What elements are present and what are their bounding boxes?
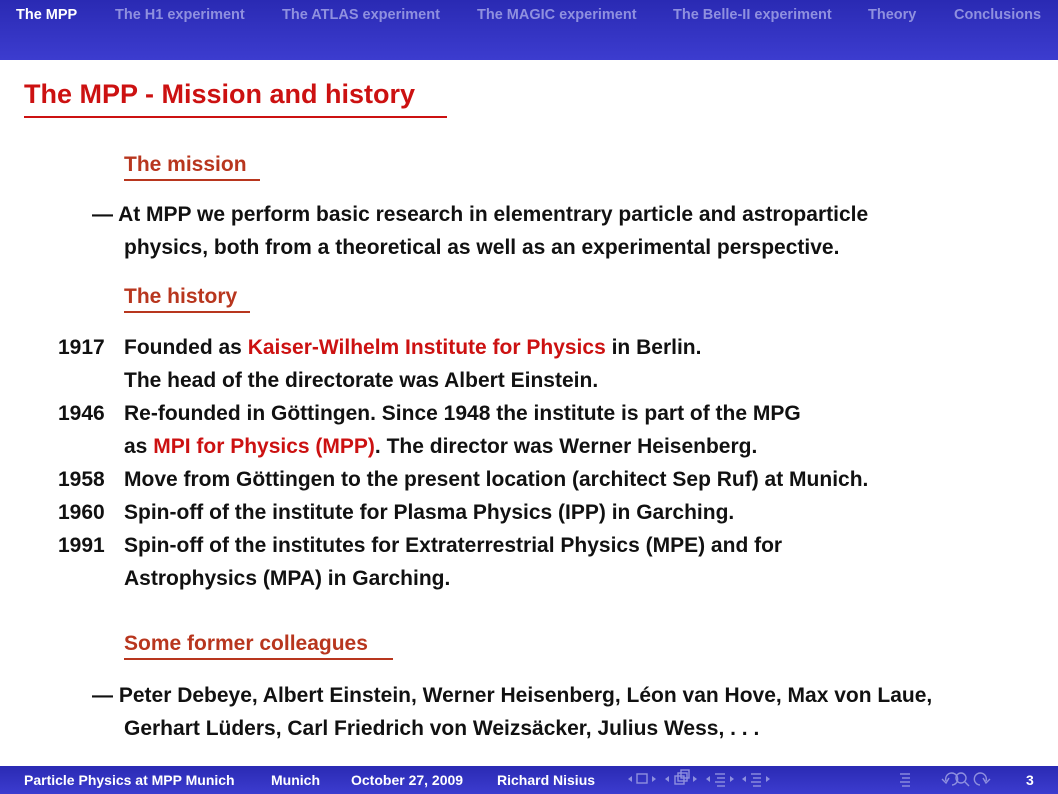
slide-title: The MPP - Mission and history: [24, 79, 416, 109]
tab-theory[interactable]: Theory: [868, 7, 917, 23]
toc-icon[interactable]: [751, 774, 761, 786]
history-1991-line-2: Astrophysics (MPA) in Garching.: [124, 567, 451, 590]
history-1946-line-2: [124, 435, 757, 459]
title-underline: [24, 116, 447, 118]
frame-next-icon[interactable]: [652, 776, 656, 782]
colleagues-text-1: Peter Debeye, Albert Einstein, Werner Heisenberg, Léon van Hove, Max von Laue,: [118, 684, 933, 707]
subsection-next-icon[interactable]: [693, 776, 697, 782]
colleagues-line-2: Gerhart Lüders, Carl Friedrich von Weizsäcker, Julius Wess, . . .: [124, 717, 760, 740]
mission-line-2: physics, both from a theoretical as well as an experimental perspective.: [124, 236, 840, 259]
history-year-1958: 1958: [58, 468, 105, 491]
history-1917-text: Founded as: [124, 336, 248, 359]
tab-belle-ii-experiment[interactable]: The Belle-II experiment: [673, 7, 832, 23]
toc-prev-icon[interactable]: [742, 776, 746, 782]
history-year-1917: 1917: [58, 336, 105, 359]
colleagues-heading-underline: [124, 658, 393, 660]
history-1960-line-1: Spin-off of the institute for Plasma Physics (IPP) in Garching.: [124, 501, 735, 524]
colleagues-heading: Some former colleagues: [124, 632, 368, 655]
footer-talk-title: Particle Physics at MPP Munich: [24, 772, 235, 788]
colleagues-bullet: —: [92, 684, 113, 707]
mission-text-1: At MPP we perform basic research in elementrary particle and astroparticle: [118, 203, 869, 226]
subsection-prev-icon[interactable]: [665, 776, 669, 782]
section-icon[interactable]: [715, 774, 725, 786]
history-1917-text-end: in Berlin.: [605, 336, 702, 359]
frame-prev-icon[interactable]: [628, 776, 632, 782]
history-1917-line-2: The head of the directorate was Albert Einstein.: [124, 369, 599, 392]
history-heading: The history: [124, 285, 238, 308]
history-1946-text: as: [124, 435, 154, 458]
history-heading-underline: [124, 311, 250, 313]
footer-place: Munich: [271, 772, 320, 788]
history-year-1946: 1946: [58, 402, 105, 425]
footer-author: Richard Nisius: [497, 772, 596, 788]
history-1991-line-1: Spin-off of the institutes for Extraterrestrial Physics (MPE) and for: [124, 534, 783, 557]
tab-the-mpp[interactable]: The MPP: [16, 7, 78, 23]
footer-date: October 27, 2009: [351, 772, 464, 788]
subsection-icon[interactable]: [675, 770, 689, 784]
history-year-1991: 1991: [58, 534, 105, 557]
frame-icon[interactable]: [637, 774, 647, 783]
mission-heading: The mission: [124, 153, 247, 176]
history-1917-line-1: [124, 336, 701, 360]
tab-conclusions[interactable]: Conclusions: [954, 7, 1042, 23]
mission-line-1: [92, 203, 868, 227]
page-number: 3: [1026, 772, 1034, 788]
section-next-icon[interactable]: [730, 776, 734, 782]
beamer-navigation-controls: [628, 768, 1000, 790]
tab-magic-experiment[interactable]: The MAGIC experiment: [477, 7, 637, 23]
mission-heading-underline: [124, 179, 260, 181]
mission-bullet: —: [92, 203, 113, 226]
history-1946-text-end: . The director was Werner Heisenberg.: [374, 435, 758, 458]
section-prev-icon[interactable]: [706, 776, 710, 782]
tab-h1-experiment[interactable]: The H1 experiment: [115, 7, 245, 23]
history-1958-line-1: Move from Göttingen to the present location (architect Sep Ruf) at Munich.: [124, 468, 869, 491]
tab-atlas-experiment[interactable]: The ATLAS experiment: [282, 7, 440, 23]
forward-icon[interactable]: [974, 773, 990, 785]
kaiser-wilhelm-institute-link[interactable]: Kaiser-Wilhelm Institute for Physics: [247, 336, 606, 359]
history-year-1960: 1960: [58, 501, 105, 524]
colleagues-line-1: [92, 684, 932, 708]
toc-next-icon[interactable]: [766, 776, 770, 782]
history-1946-line-1: Re-founded in Göttingen. Since 1948 the institute is part of the MPG: [124, 402, 801, 425]
back-icon[interactable]: [942, 773, 958, 785]
appendix-icon[interactable]: [900, 774, 910, 786]
mpi-for-physics-link[interactable]: MPI for Physics (MPP): [153, 435, 375, 458]
